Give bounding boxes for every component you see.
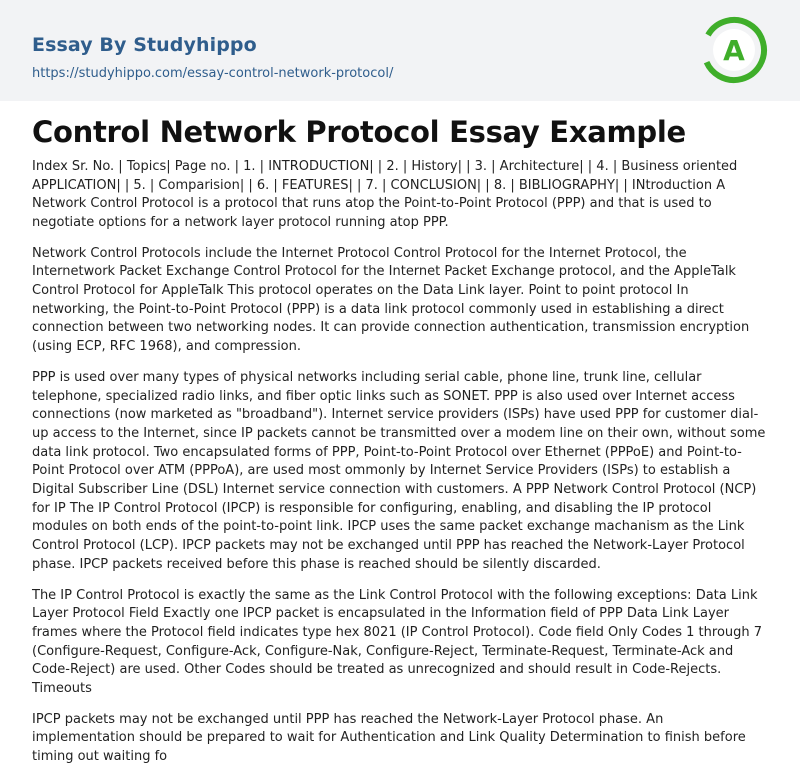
article-paragraph: Network Control Protocols include the Internet Protocol Control Protocol for the Internet Protocol, the Internetwork Packet Exchange Control Protocol for the Internet Packet Exchange protocol, and the AppleTalk Control Protocol for AppleTalk This protocol operates on the Data Link layer. Point to point protocol In networking, the Point-to-Point Protocol (PPP) is a data link protocol commonly used in establishing a direct connection between two networking nodes. It can provide connection authentication, transmission encryption (using ECP, RFC 1968), and compression. bbox=[32, 245, 750, 355]
studyhippo-logo-icon[interactable] bbox=[698, 14, 770, 86]
article-paragraph: Index Sr. No. | Topics| Page no. | 1. | INTRODUCTION| | 2. | History| | 3. | Architecture| | 4. | Business oriented APPLICATION| | 5. | Comparision| | 6. | FEATURES| | 7. | CONCLUSION| | 8. | BIBLIOGRAPHY| | INtroduction A Network Control Protocol is a protocol that runs atop the Point-to-Point Protocol (PPP) and that is used to negotiate options for a network layer protocol running atop PPP. bbox=[32, 158, 738, 230]
article bbox=[0, 101, 800, 767]
article-paragraph: PPP is used over many types of physical networks including serial cable, phone line, trunk line, cellular telephone, specialized radio links, and fiber optic links such as SONET. PPP is also used over Internet access connections (now marketed as "broadband"). Internet service providers (ISPs) have used PPP for customer dial-up access to the Internet, since IP packets cannot be transmitted over a modem line on their own, without some data link protocol. Two encapsulated forms of PPP, Point-to-Point Protocol over Ethernet (PPPoE) and Point-to-Point Protocol over ATM (PPPoA), are used most ommonly by Internet Service Providers (ISPs) to establish a Digital Subscriber Line (DSL) Internet service connection with customers. A PPP Network Control Protocol (NCP) for IP The IP Control Protocol (IPCP) is responsible for configuring, enabling, and disabling the IP protocol modules on both ends of the point-to-point link. IPCP uses the same packet exchange machanism as the Link Control Protocol (LCP). IPCP packets may not be exchanged until PPP has reached the Network-Layer Protocol phase. IPCP packets received before this phase is reached should be silently discarded. bbox=[32, 369, 766, 572]
article-paragraph: IPCP packets may not be exchanged until PPP has reached the Network-Layer Protocol phase. An implementation should be prepared to wait for Authentication and Link Quality Determination to finish before timing out waiting fo bbox=[32, 711, 746, 765]
logo-letter: A bbox=[723, 34, 745, 67]
article-paragraph: The IP Control Protocol is exactly the same as the Link Control Protocol with the following exceptions: Data Link Layer Protocol Field Exactly one IPCP packet is encapsulated in the Information field of PPP Data Link Layer frames where the Protocol field indicates type hex 8021 (IP Control Protocol). Code field Only Codes 1 through 7 (Configure-Request, Configure-Ack, Configure-Nak, Configure-Reject, Terminate-Request, Terminate-Ack and Code-Reject) are used. Other Codes should be treated as unrecognized and should result in Code-Rejects. Timeouts bbox=[32, 587, 763, 697]
page-url[interactable]: https://studyhippo.com/essay-control-network-protocol/ bbox=[32, 66, 394, 81]
site-brand[interactable]: Essay By Studyhippo bbox=[32, 34, 257, 56]
article-title: Control Network Protocol Essay Example bbox=[32, 115, 686, 149]
site-header bbox=[0, 0, 800, 101]
